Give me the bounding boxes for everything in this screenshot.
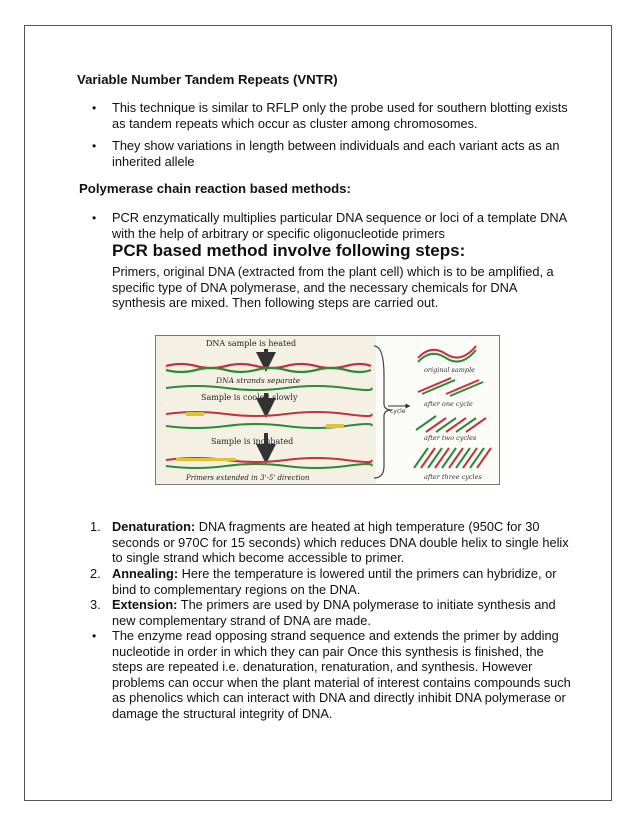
vntr-bullet-2: They show variations in length between individuals and each variant acts as an inherited allele [112, 138, 560, 169]
fig-step2: DNA strands separate [216, 376, 301, 385]
one-cycle-icon [418, 378, 483, 396]
original-sample-icon [418, 346, 476, 362]
fig-right4: after three cycles [424, 473, 482, 481]
step-denaturation [112, 519, 574, 566]
pcr-diagram [155, 335, 500, 485]
step-number: 3. [90, 597, 101, 612]
three-cycles-icon [414, 448, 491, 468]
bullet-icon: • [92, 211, 97, 225]
bullet-icon: • [92, 139, 97, 153]
fig-step1: DNA sample is heated [206, 339, 297, 348]
bullet-icon: • [92, 101, 97, 115]
step-number: 2. [90, 566, 101, 581]
fig-right3: after two cycles [424, 434, 477, 442]
pcr-steps-heading: PCR based method involve following steps: [112, 241, 466, 260]
fig-right1: original sample [424, 366, 476, 374]
pcr-heading: Polymerase chain reaction based methods: [79, 181, 351, 196]
step-term: Denaturation: [112, 519, 196, 534]
step-extension [112, 597, 574, 628]
two-cycles-icon [416, 416, 486, 432]
step-term: Extension: [112, 597, 178, 612]
vntr-bullet-1: This technique is similar to RFLP only the probe used for southern blotting exists as tandem repeats which occur as cluster among chromosomes. [112, 100, 568, 131]
fig-right2: after one cycle [424, 400, 473, 408]
step-text: Here the temperature is lowered until the primers can hybridize, or bind to complementary regions on the DNA. [112, 566, 557, 597]
step-text: DNA fragments are heated at high temperature (950C for 30 seconds or 970C for 15 seconds) which reduces DNA double helix to single helix to single strand which become accessible to primer. [112, 519, 569, 565]
pcr-diagram-svg [156, 336, 499, 484]
fig-step3: Sample is cooled slowly [201, 393, 298, 402]
fig-step5: Primers extended in 3'-5' direction [186, 474, 310, 482]
step-term: Annealing: [112, 566, 179, 581]
fig-step4: Sample is incubated [211, 437, 294, 446]
step-annealing [112, 566, 574, 597]
step-text: The primers are used by DNA polymerase to initiate synthesis and new complementary strand of DNA are made. [112, 597, 556, 628]
vntr-heading: Variable Number Tandem Repeats (VNTR) [77, 72, 338, 87]
step-number: 1. [90, 519, 101, 534]
final-bullet: The enzyme read opposing strand sequence and extends the primer by adding nucleotide in order in which they can pair Once this synthesis is finished, the steps are repeated i.e. denaturation, renaturation, and synthesis. However problems can occur when the plant material of interest contains compounds such as phenolics which can interact with DNA and directly inhibit DNA polymerase or damage the structural integrity of DNA. [112, 628, 571, 721]
pcr-intro: Primers, original DNA (extracted from the plant cell) which is to be amplified, a specific type of DNA polymerase, and the necessary chemicals for DNA synthesis are mixed. Then following steps are carried out. [112, 264, 554, 310]
fig-cycle-label: cycle [390, 408, 406, 415]
pcr-bullet: PCR enzymatically multiplies particular DNA sequence or loci of a template DNA with the help of arbitrary or specific oligonucleotide primers [112, 210, 567, 241]
bullet-icon: • [92, 629, 97, 643]
